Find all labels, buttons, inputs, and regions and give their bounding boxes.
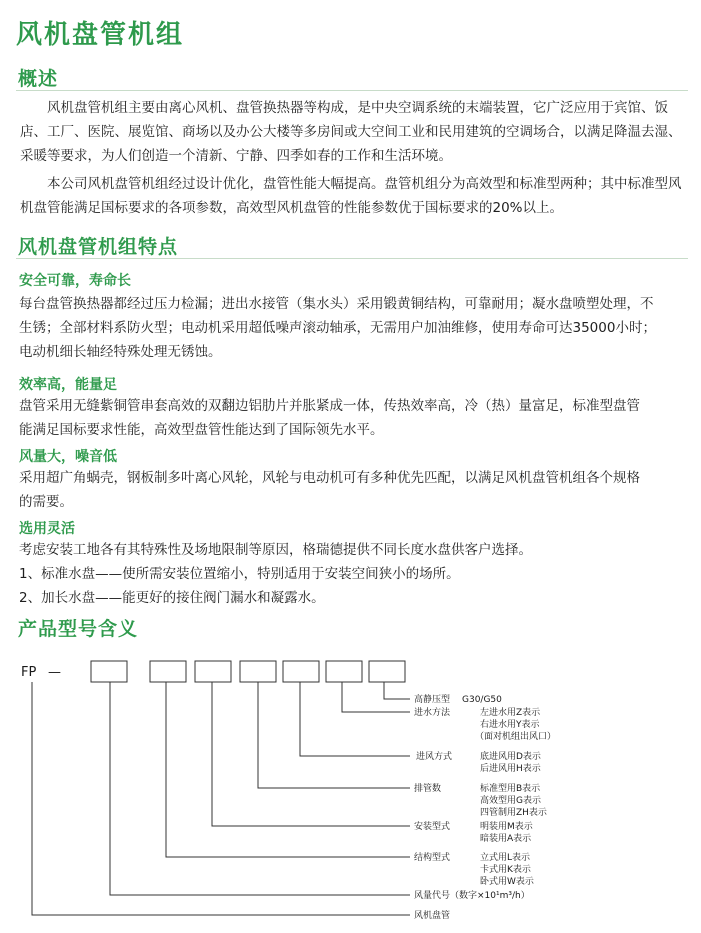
code-box-structure (150, 661, 186, 682)
feature-title: 效率高，能量足 (19, 377, 117, 393)
label-install-type: 安装型式 (414, 822, 451, 832)
model-dash: — (48, 665, 61, 680)
overview-heading: 概述 (18, 68, 59, 90)
label-fan-coil: 风机盘管 (414, 911, 451, 921)
desc-water-inlet: 右进水用Y表示 (480, 720, 540, 730)
feature-line: 每台盘管换热器都经过压力检漏；进出水接管（集水头）采用锻黄铜结构，可靠耐用；凝水盘喷塑处理，不 (19, 296, 654, 312)
label-air-inlet: 进风方式 (416, 752, 453, 762)
features-heading: 风机盘管机组特点 (18, 236, 179, 258)
desc-structure-type: 立式用L表示 (480, 853, 531, 863)
code-box-install (195, 661, 231, 682)
desc-install-type: 明装用M表示 (480, 822, 533, 832)
code-box-water (326, 661, 362, 682)
feature-title: 安全可靠，寿命长 (19, 273, 131, 289)
feature-line: 1、标准水盘——使所需安装位置缩小，特别适用于安装空间狭小的场所。 (19, 566, 460, 582)
overview-paragraph: 本公司风机盘管机组经过设计优化，盘管性能大幅提高。盘管机组分为高效型和标准型两种；其中标准型风机盘管能满足国标要求的各项参数，高效型风机盘管的性能参数优于国标要求的20%以上。 (20, 176, 682, 216)
code-box-rows (240, 661, 276, 682)
desc-tube-rows: 高效型用G表示 (480, 796, 541, 806)
label-structure-type: 结构型式 (414, 853, 451, 863)
desc-static-pressure: G30/G50 (462, 695, 502, 705)
desc-air-inlet: 底进风用D表示 (480, 752, 541, 762)
model-prefix: FP (21, 665, 37, 680)
feature-line: 生锈；全部材料系防火型；电动机采用超低噪声滚动轴承，无需用户加油维修，使用寿命可达35000小时； (19, 320, 656, 336)
feature-line: 盘管采用无缝紫铜管串套高效的双翻边铝肋片并胀紧成一体，传热效率高，冷（热）量富足，标准型盘管 (19, 398, 640, 414)
label-airflow-code: 风量代号（数字×10¹m³/h） (414, 891, 530, 901)
desc-tube-rows: 标准型用B表示 (480, 784, 541, 794)
code-box-airflow (91, 661, 127, 682)
desc-install-type: 暗装用A表示 (480, 834, 532, 844)
desc-structure-type: 卧式用W表示 (480, 877, 534, 887)
label-tube-rows: 排管数 (414, 784, 442, 794)
model-heading: 产品型号含义 (18, 618, 139, 640)
code-box-inlet-air (283, 661, 319, 682)
feature-line: 的需要。 (19, 494, 73, 510)
desc-water-inlet: （面对机组出风口） (475, 732, 557, 742)
desc-air-inlet: 后进风用H表示 (480, 764, 541, 774)
label-static-pressure: 高静压型 (414, 695, 451, 705)
feature-title: 选用灵活 (19, 521, 75, 537)
section-divider (16, 90, 688, 91)
desc-water-inlet: 左进水用Z表示 (480, 708, 541, 718)
feature-line: 2、加长水盘——能更好的接住阀门漏水和凝露水。 (19, 590, 325, 606)
label-water-inlet: 进水方法 (414, 708, 451, 718)
section-divider (16, 258, 688, 259)
feature-line: 能满足国标要求性能，高效型盘管性能达到了国际领先水平。 (19, 422, 384, 438)
overview-paragraph: 风机盘管机组主要由离心风机、盘管换热器等构成，是中央空调系统的末端装置，它广泛应用于宾馆、饭店、工厂、医院、展览馆、商场以及办公大楼等多房间或大空间工业和民用建筑的空调场合，以满足降温去湿、采暖等要求，为人们创造一个清新、宁静、四季如春的工作和生活环境。 (20, 100, 682, 164)
desc-tube-rows: 四管制用ZH表示 (480, 808, 547, 818)
feature-title: 风量大，噪音低 (19, 449, 117, 465)
feature-line: 采用超广角蜗壳，钢板制多叶离心风轮，风轮与电动机可有多种优先匹配，以满足风机盘管机组各个规格 (19, 470, 640, 486)
feature-line: 考虑安装工地各有其特殊性及场地限制等原因，格瑞德提供不同长度水盘供客户选择。 (19, 542, 532, 558)
model-code-diagram (0, 640, 701, 933)
desc-structure-type: 卡式用K表示 (480, 865, 531, 875)
code-box-static (369, 661, 405, 682)
feature-line: 电动机细长轴经特殊处理无锈蚀。 (19, 344, 222, 360)
page-title: 风机盘管机组 (16, 20, 185, 50)
